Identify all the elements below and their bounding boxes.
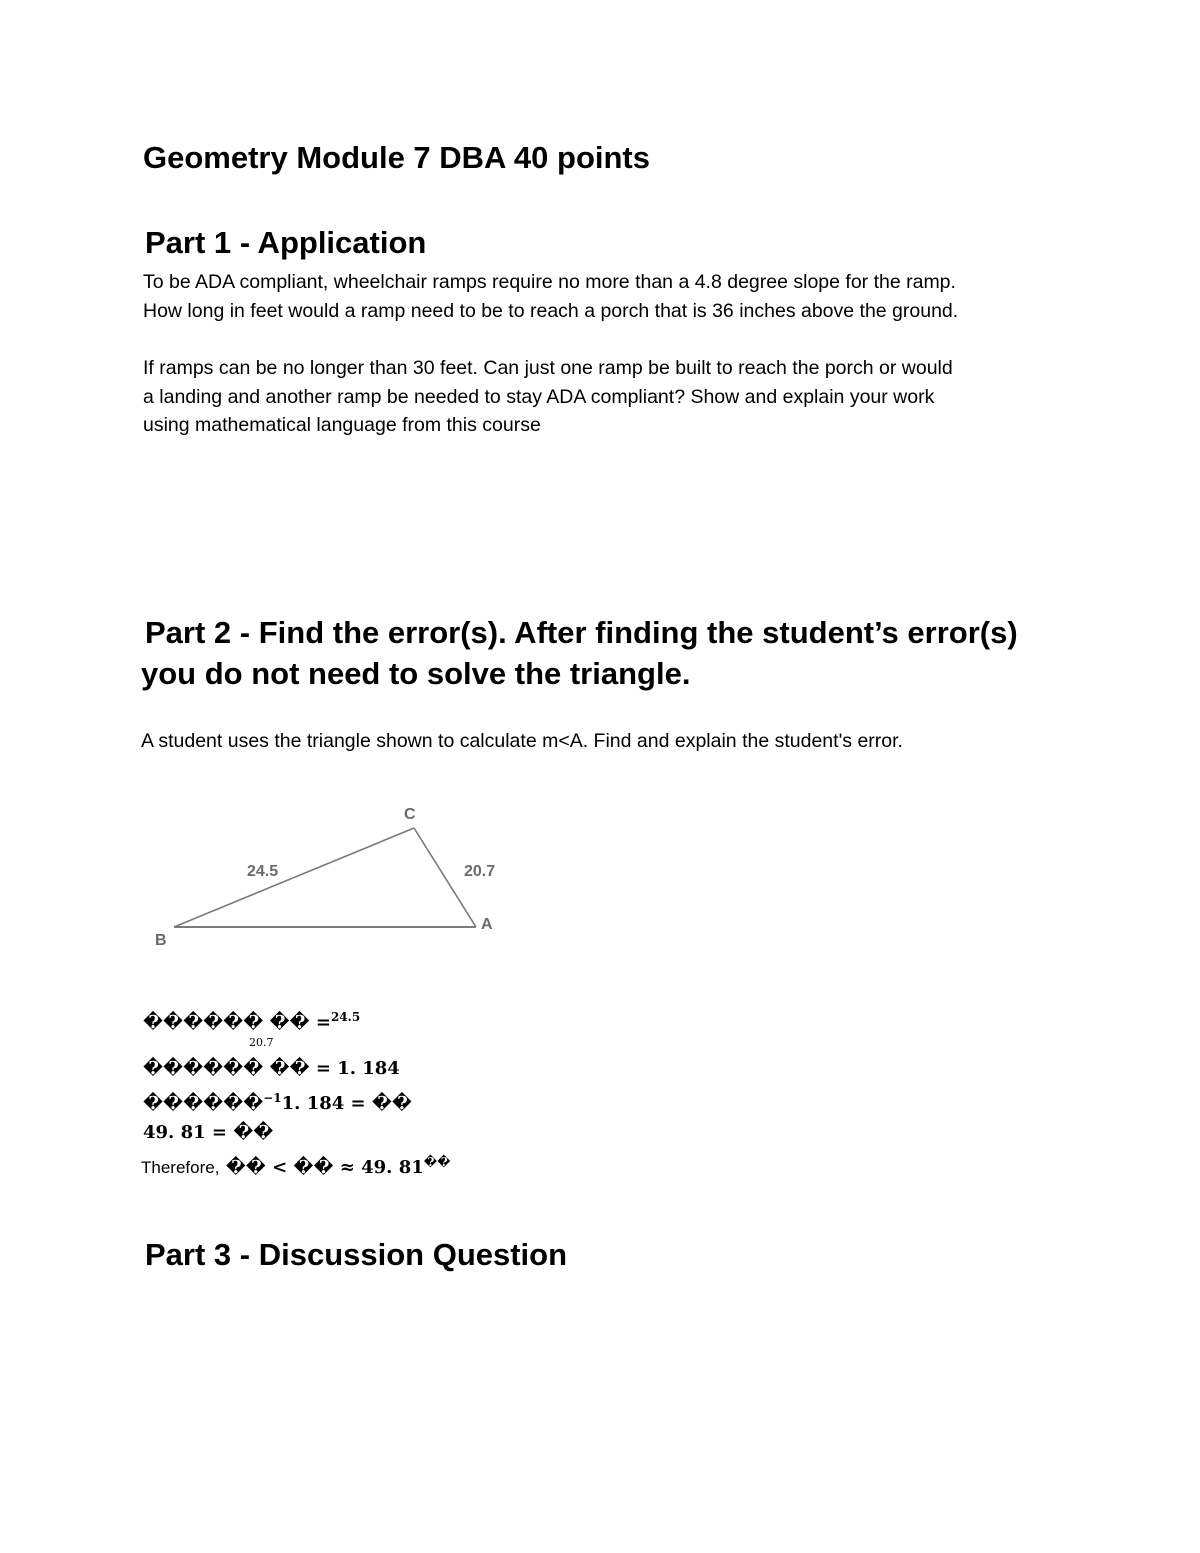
work-line-5-math: �� < �� ≈ 49. 81 (225, 1157, 424, 1178)
paragraph-line: a landing and another ramp be needed to stay ADA compliant? Show and explain your work (143, 385, 935, 408)
work-line-5-prefix: Therefore, (141, 1158, 220, 1177)
work-line-1-lhs: ������ �� = (143, 1012, 331, 1033)
paragraph-line: using mathematical language from this course (143, 414, 541, 436)
work-line-1 (143, 1010, 360, 1033)
part2-heading-line-2: you do not need to solve the triangle. (141, 656, 691, 691)
paragraph-line: How long in feet would a ramp need to be to reach a porch that is 36 inches above the ground. (143, 299, 959, 322)
part1-paragraph-1 (143, 268, 958, 325)
part3-heading: Part 3 - Discussion Question (145, 1237, 568, 1272)
work-line-5-degree: �� (423, 1155, 451, 1169)
work-line-4: 49. 81 = �� (143, 1122, 274, 1143)
page-title: Geometry Module 7 DBA 40 points (143, 140, 650, 175)
triangle-figure (140, 795, 520, 955)
work-line-3 (143, 1091, 412, 1114)
work-line-1-numerator: 24.5 (330, 1010, 361, 1024)
vertex-a-label: A (481, 916, 493, 933)
work-line-3-rest: 1. 184 = �� (281, 1093, 412, 1114)
work-line-3-func: ������ (143, 1093, 264, 1114)
part2-heading-line-1: Part 2 - Find the error(s). After finding the student’s error(s) (145, 615, 1018, 650)
vertex-c-label: C (404, 806, 416, 823)
side-bc (174, 828, 414, 927)
side-bc-label: 24.5 (247, 863, 279, 880)
part1-paragraph-2 (143, 354, 953, 440)
work-line-5 (141, 1155, 450, 1178)
vertex-b-label: B (155, 932, 167, 949)
work-line-3-exponent: −1 (263, 1091, 282, 1105)
paragraph-line: If ramps can be no longer than 30 feet. Can just one ramp be built to reach the porch or would (143, 357, 953, 379)
part2-prompt: A student uses the triangle shown to calculate m<A. Find and explain the student's error. (141, 730, 903, 752)
paragraph-line: To be ADA compliant, wheelchair ramps require no more than a 4.8 degree slope for the ramp. (143, 271, 956, 293)
work-line-1-denominator: 20.7 (249, 1036, 274, 1049)
part1-heading: Part 1 - Application (145, 225, 427, 260)
side-ca-label: 20.7 (464, 863, 496, 880)
work-line-2: ������ �� = 1. 184 (143, 1058, 400, 1079)
